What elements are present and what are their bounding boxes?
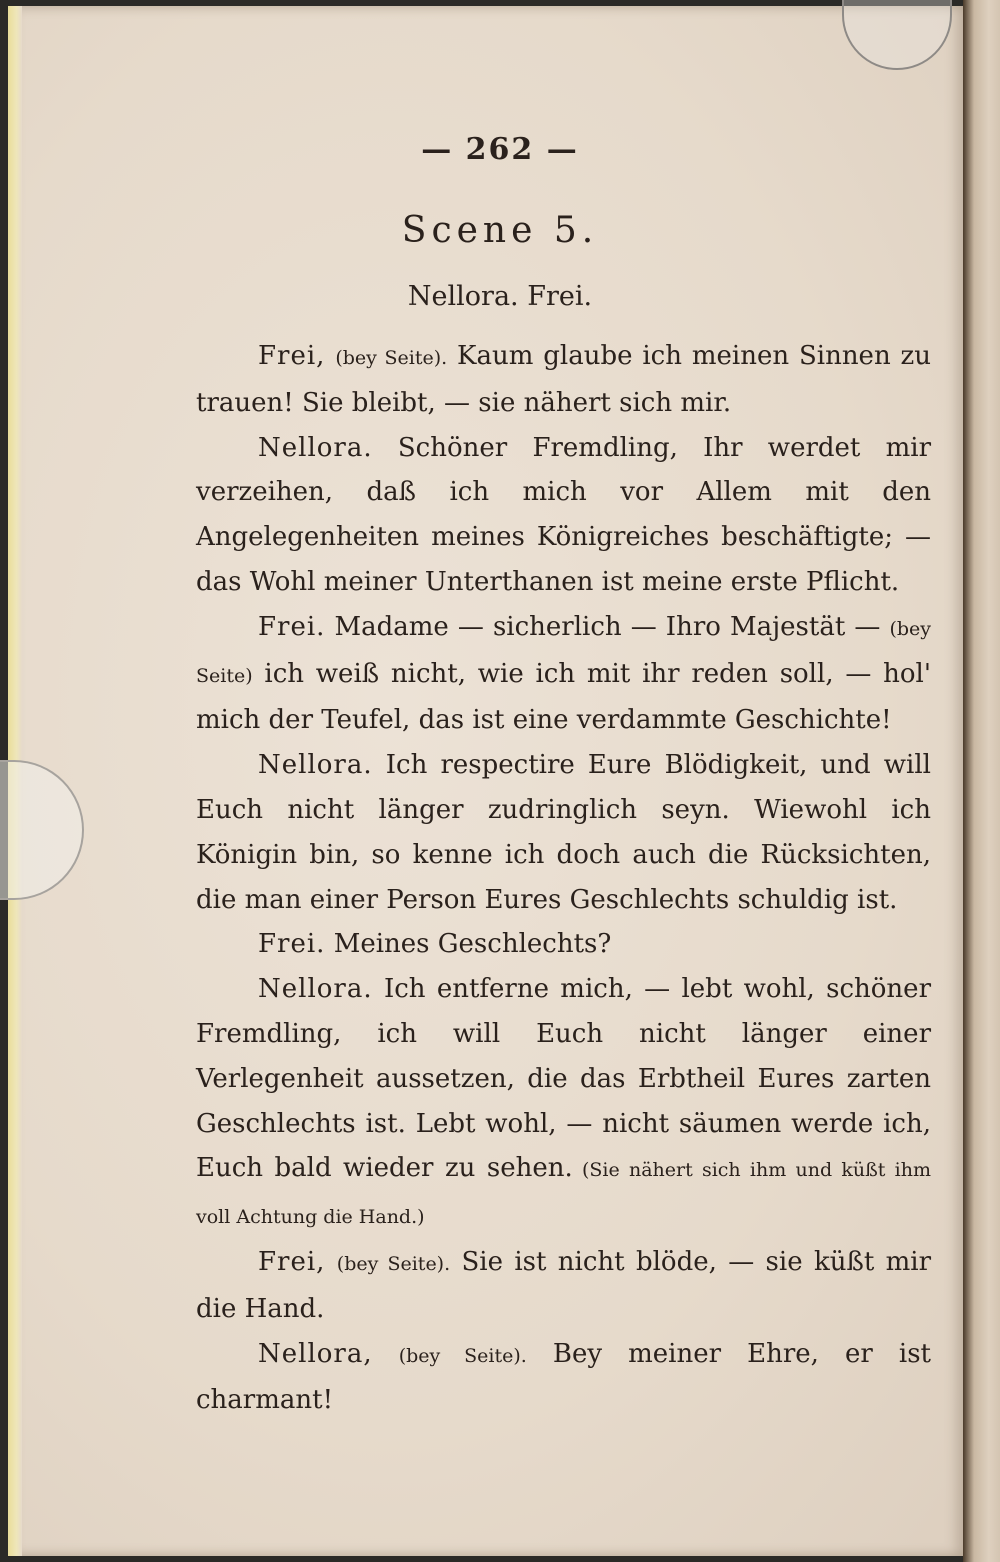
speaker-name: Frei. [258, 929, 326, 960]
dialogue-paragraph [196, 1240, 931, 1332]
dialogue-paragraph [196, 967, 931, 1240]
dialogue-text: ich weiß nicht, wie ich mit ihr reden soll, — hol' mich der Teufel, das ist eine verdammte Geschichte! [196, 658, 931, 736]
speaker-name: Frei, [258, 341, 326, 371]
speaker-name: Nellora. [258, 974, 373, 1005]
stage-aside: (bey Seite). [398, 1344, 527, 1367]
dialogue-text: Ich entferne mich, — lebt wohl, schöner Fremdling, ich will Euch nicht länger einer Verlegenheit aussetzen, die das Erbtheil Eures zarten Geschlechts ist. Lebt wohl, — nicht säumen werde ich, Euch bald wieder zu sehen. [196, 974, 931, 1184]
speaker-name: Nellora. [258, 432, 373, 463]
dialogue-body [196, 334, 931, 1423]
dialogue-text: Bey meiner Ehre, er ist charmant! [196, 1338, 931, 1416]
speaker-name: Nellora. [258, 750, 373, 781]
stage-direction: (Sie nähert sich ihm und küßt ihm voll Achtung die Hand.) [196, 1159, 931, 1229]
stage-aside: (bey Seite) [196, 617, 931, 687]
dialogue-text: Schöner Fremdling, Ihr werdet mir verzeihen, daß ich mich vor Allem mit den Angelegenheiten meines Königreiches beschäftigte; — das Wohl meiner Unterthanen ist meine erste Pflicht. [196, 432, 931, 597]
speaker-name: Frei, [258, 1246, 326, 1277]
cast-list: Nellora. Frei. [407, 281, 593, 312]
dialogue-text: Ich respectire Eure Blödigkeit, und will Euch nicht länger zudringlich seyn. Wiewohl ich Königin bin, so kenne ich doch auch die Rücksichten, die man einer Person Eures Geschlechts schuldig ist. [196, 750, 931, 915]
stage-aside: (bey Seite). [336, 1252, 451, 1275]
dialogue-paragraph [196, 922, 931, 967]
speaker-name: Frei. [258, 611, 326, 642]
dialogue-paragraph [196, 1332, 931, 1424]
dialogue-text: Meines Geschlechts? [325, 929, 612, 960]
dialogue-paragraph [196, 426, 931, 605]
scene-heading: Scene 5. [401, 210, 599, 251]
dialogue-paragraph [196, 743, 931, 922]
page-number: — 262 — [421, 132, 579, 167]
stage-aside: (bey Seite). [335, 347, 448, 369]
dialogue-text: Sie ist nicht blöde, — sie küßt mir die Hand. [196, 1246, 932, 1324]
dialogue-text: Madame — sicherlich — Ihro Majestät — [325, 611, 890, 642]
dialogue-paragraph [196, 605, 931, 743]
dialogue-text: Kaum glaube ich meinen Sinnen zu trauen! Sie bleibt, — sie nähert sich mir. [196, 341, 932, 418]
speaker-name: Nellora, [258, 1338, 373, 1369]
dialogue-paragraph [196, 334, 931, 426]
